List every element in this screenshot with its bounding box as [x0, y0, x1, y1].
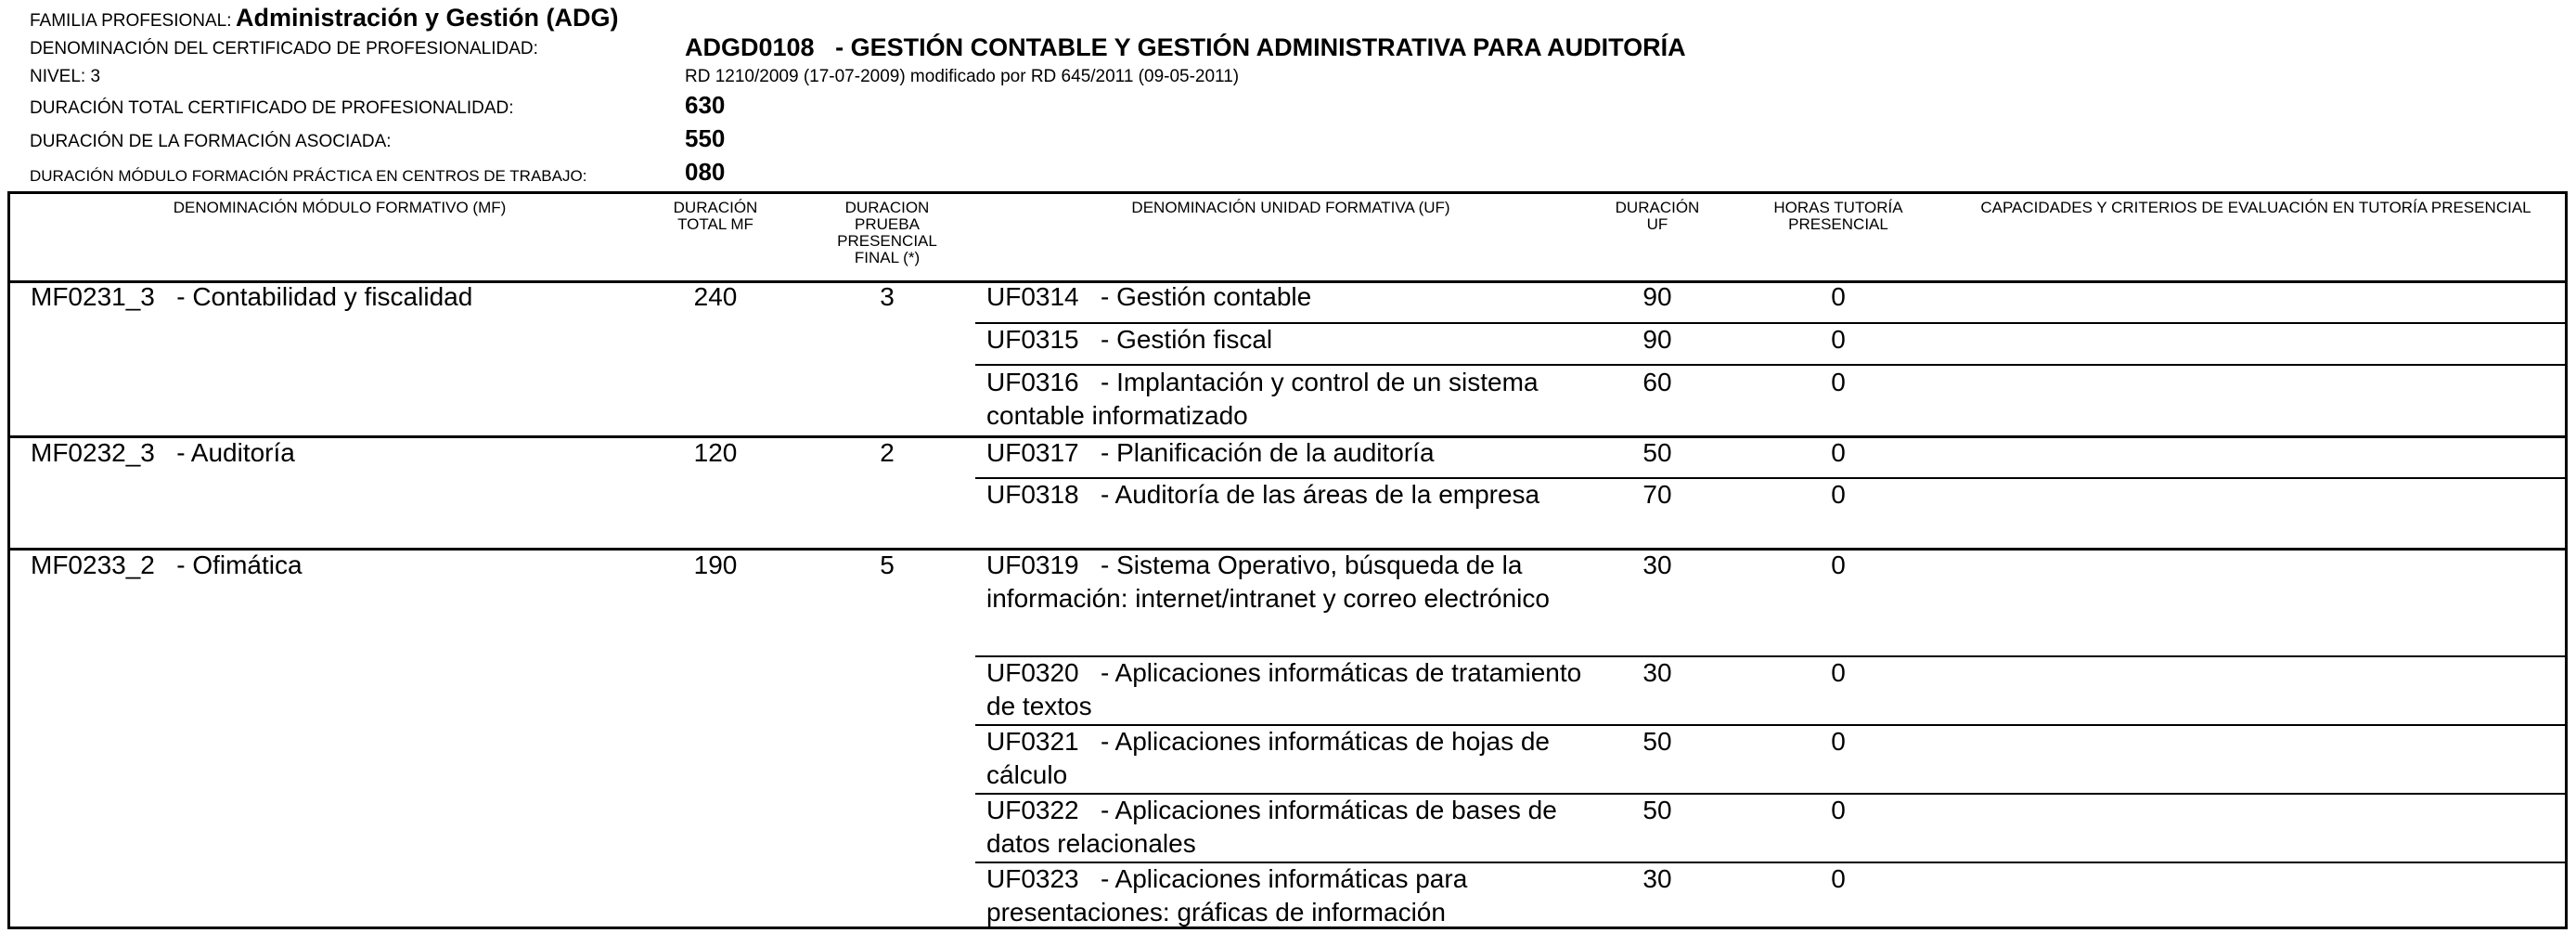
certificado-name: - GESTIÓN CONTABLE Y GESTIÓN ADMINISTRATIVA PARA AUDITORÍA	[835, 33, 1686, 61]
nivel-row	[30, 67, 1240, 87]
uf-duration: 30	[1642, 658, 1672, 687]
uf-duration: 70	[1642, 480, 1672, 509]
module-name: MF0231_3 - Contabilidad y fiscalidad	[31, 282, 473, 311]
col-header-duracion-mf: DURACIÓN TOTAL MF	[673, 199, 758, 233]
modules-table	[7, 191, 2568, 929]
certificado-title	[685, 33, 1686, 62]
col-header-capacidades: CAPACIDADES Y CRITERIOS DE EVALUACIÓN EN TUTORÍA PRESENCIAL	[1980, 199, 2531, 216]
duracion-total-label: DURACIÓN TOTAL CERTIFICADO DE PROFESIONALIDAD:	[30, 98, 514, 118]
denominacion-row	[30, 33, 1686, 61]
duracion-practica-row	[30, 158, 726, 186]
uf-duration: 90	[1642, 325, 1672, 354]
rd-text: RD 1210/2009 (17-07-2009) modificado por RD 645/2011 (09-05-2011)	[685, 67, 1240, 86]
module-exam: 3	[880, 282, 895, 311]
module-duration: 120	[693, 438, 738, 467]
uf-name: UF0322 - Aplicaciones informáticas de bases de datos relacionales	[986, 796, 1557, 858]
uf-duration: 30	[1642, 551, 1672, 579]
uf-duration: 50	[1642, 727, 1672, 756]
uf-tutoria: 0	[1831, 438, 1846, 467]
module-duration: 190	[693, 551, 738, 579]
uf-tutoria: 0	[1831, 551, 1846, 579]
uf-duration: 30	[1642, 864, 1672, 893]
uf-tutoria: 0	[1831, 282, 1846, 311]
denominacion-label: DENOMINACIÓN DEL CERTIFICADO DE PROFESIONALIDAD:	[30, 39, 538, 58]
uf-name: UF0323 - Aplicaciones informáticas para presentaciones: gráficas de información	[986, 864, 1468, 927]
col-header-duracion-uf: DURACIÓN UF	[1615, 199, 1700, 233]
col-header-prueba: DURACION PRUEBA PRESENCIAL FINAL (*)	[837, 199, 937, 266]
uf-duration: 50	[1642, 438, 1672, 467]
familia-value: Administración y Gestión (ADG)	[235, 4, 619, 32]
uf-name: UF0318 - Auditoría de las áreas de la empresa	[986, 480, 1540, 509]
module-name: MF0233_2 - Ofimática	[31, 551, 303, 579]
duracion-formacion-row	[30, 124, 726, 152]
col-header-mf: DENOMINACIÓN MÓDULO FORMATIVO (MF)	[173, 199, 507, 216]
uf-name: UF0315 - Gestión fiscal	[986, 325, 1273, 354]
familia-row	[30, 4, 619, 32]
col-header-tutoria: HORAS TUTORÍA PRESENCIAL	[1773, 199, 1903, 233]
uf-name: UF0317 - Planificación de la auditoría	[986, 438, 1435, 467]
uf-tutoria: 0	[1831, 864, 1846, 893]
uf-duration: 90	[1642, 282, 1672, 311]
duracion-formacion-label: DURACIÓN DE LA FORMACIÓN ASOCIADA:	[30, 132, 392, 151]
uf-tutoria: 0	[1831, 368, 1846, 396]
certificado-code: ADGD0108	[685, 33, 815, 61]
familia-label: FAMILIA PROFESIONAL:	[30, 11, 232, 31]
module-duration: 240	[693, 282, 738, 311]
duracion-formacion-value: 550	[685, 124, 726, 152]
duracion-total-row	[30, 91, 726, 119]
uf-name: UF0321 - Aplicaciones informáticas de hojas de cálculo	[986, 727, 1551, 789]
module-name: MF0232_3 - Auditoría	[31, 438, 295, 467]
uf-tutoria: 0	[1831, 480, 1846, 509]
nivel-label: NIVEL: 3	[30, 67, 101, 86]
uf-tutoria: 0	[1831, 796, 1846, 824]
duracion-practica-value: 080	[685, 158, 726, 186]
uf-tutoria: 0	[1831, 727, 1846, 756]
uf-tutoria: 0	[1831, 325, 1846, 354]
module-exam: 5	[880, 551, 895, 579]
uf-name: UF0320 - Aplicaciones informáticas de tratamiento de textos	[986, 658, 1582, 720]
uf-name: UF0316 - Implantación y control de un sistema contable informatizado	[986, 368, 1539, 430]
uf-duration: 50	[1642, 796, 1672, 824]
duracion-total-value: 630	[685, 91, 726, 119]
module-exam: 2	[880, 438, 895, 467]
uf-name: UF0314 - Gestión contable	[986, 282, 1312, 311]
uf-tutoria: 0	[1831, 658, 1846, 687]
uf-name: UF0319 - Sistema Operativo, búsqueda de la información: internet/intranet y correo electrónico	[986, 551, 1550, 613]
col-header-uf: DENOMINACIÓN UNIDAD FORMATIVA (UF)	[1131, 199, 1450, 216]
uf-duration: 60	[1642, 368, 1672, 396]
duracion-practica-label: DURACIÓN MÓDULO FORMACIÓN PRÁCTICA EN CENTROS DE TRABAJO:	[30, 167, 587, 185]
